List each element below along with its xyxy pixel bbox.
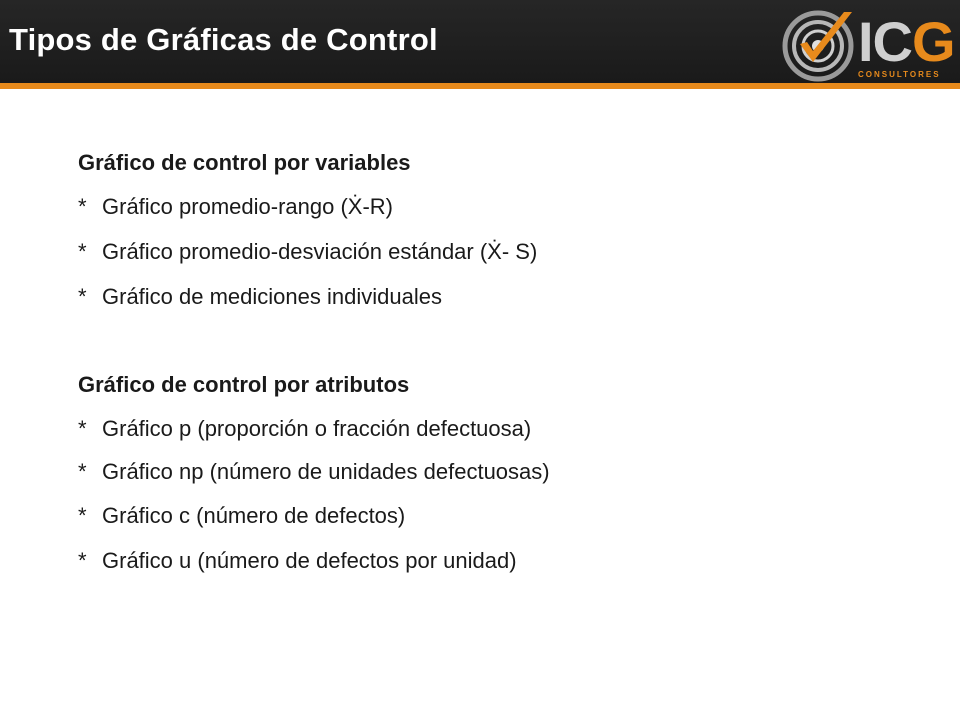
list-item [78, 284, 442, 310]
list-item-text: Gráfico np (número de unidades defectuosas) [102, 459, 550, 484]
list-item-text: Gráfico u (número de defectos por unidad) [102, 548, 517, 573]
list-item [78, 548, 517, 574]
list-item-text: Gráfico promedio-rango (Ẋ-R) [102, 194, 393, 219]
section-heading-attributes: Gráfico de control por atributos [78, 372, 410, 397]
bullet-marker: * [78, 503, 87, 528]
list-item-text: Gráfico c (número de defectos) [102, 503, 406, 528]
list-item-text: Gráfico promedio-desviación estándar (Ẋ- S) [102, 239, 538, 264]
bullet-marker: * [78, 416, 87, 441]
section-heading-variables: Gráfico de control por variables [78, 150, 411, 175]
list-item [78, 503, 405, 529]
list-item [78, 194, 393, 220]
list-item [78, 239, 537, 265]
bullet-marker: * [78, 459, 87, 484]
bullet-marker: * [78, 239, 87, 264]
logo-subtitle: CONSULTORES [858, 70, 941, 79]
list-item-text: Gráfico p (proporción o fracción defectuosa) [102, 416, 532, 441]
slide-title: Tipos de Gráficas de Control [9, 22, 438, 57]
list-item [78, 459, 550, 485]
bullet-marker: * [78, 548, 87, 573]
logo-letters-ic: IC [858, 10, 912, 73]
list-item-text: Gráfico de mediciones individuales [102, 284, 442, 309]
bullet-marker: * [78, 194, 87, 219]
list-item [78, 416, 531, 442]
bullet-marker: * [78, 284, 87, 309]
logo-wordmark [858, 10, 955, 73]
logo-letter-g: G [912, 10, 955, 73]
